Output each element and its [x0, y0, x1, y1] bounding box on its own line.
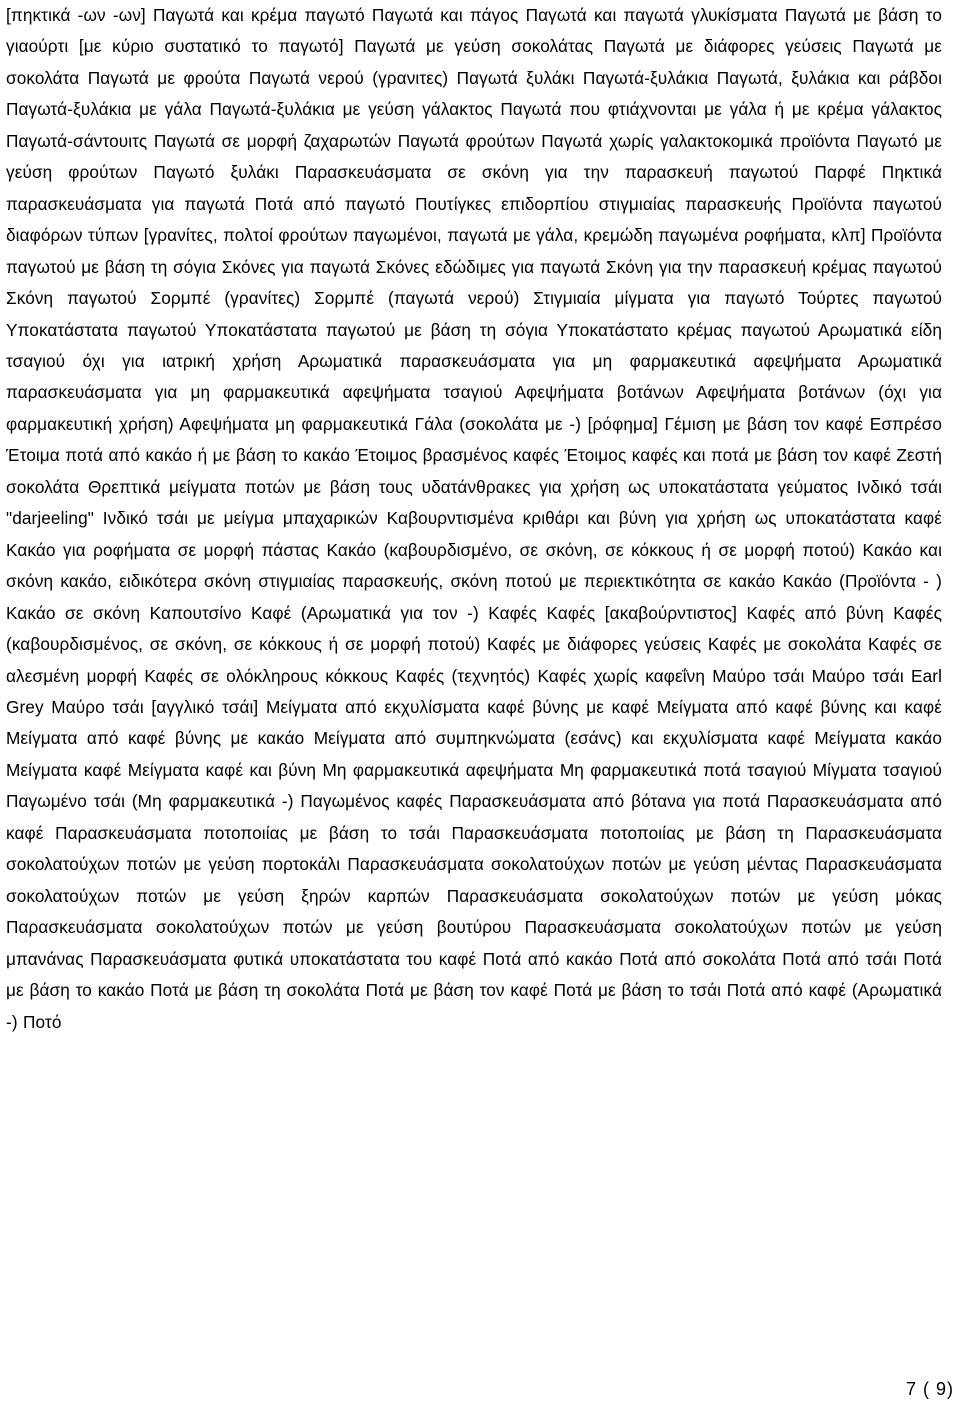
page-number: 7 ( 9) [905, 1379, 954, 1399]
goods-list-paragraph: [πηκτικά -ων -ων] Παγωτά και κρέμα παγωτό Παγωτά και πάγος Παγωτά και παγωτά γλυκίσματα Παγωτά με βάση το γιαούρτι [με κύριο συστατικό το παγωτό] Παγωτά με γεύση σοκολάτας Παγωτά με διάφορες γεύσεις Παγωτά με σοκολάτα Παγωτά με φρούτα Παγωτά νερού (γρανιτες) Παγωτά ξυλάκι Παγωτά-ξυλάκια Παγωτά, ξυλάκια και ράβδοι Παγωτά-ξυλάκια με γάλα Παγωτά-ξυλάκια με γεύση γάλακτος Παγωτά που φτιάχνονται με γάλα ή με κρέμα γάλακτος Παγωτά-σάντουιτς Παγωτά σε μορφή ζαχαρωτών Παγωτά φρούτων Παγωτά χωρίς γαλακτοκομικά προϊόντα Παγωτό με γεύση φρούτων Παγωτό ξυλάκι Παρασκευάσματα σε σκόνη για την παρασκευή παγωτού Παρφέ Πηκτικά παρασκευάσματα για παγωτά Ποτά από παγωτό Πουτίγκες επιδορπίου στιγμιαίας παρασκευής Προϊόντα παγωτού διαφόρων τύπων [γρανίτες, πολτοί φρούτων παγωμένοι, παγωτά με γάλα, κρεμώδη παγωμένα ροφήματα, κλπ] Προϊόντα παγωτού με βάση τη σόγια Σκόνες για παγωτά Σκόνες εδώδιμες για παγωτά Σκόνη για την παρασκευή κρέμας παγωτού Σκόνη παγωτού Σορμπέ (γρανίτες) Σορμπέ (παγωτά νερού) Στιγμιαία μίγματα για παγωτό Τούρτες παγωτού Υποκατάστατα παγωτού Υποκατάστατα παγωτού με βάση τη σόγια Υποκατάστατο κρέμας παγωτού Αρωματικά είδη τσαγιού όχι για ιατρική χρήση Αρωματικά παρασκευάσματα για μη φαρμακευτικά αφεψήματα Αρωματικά παρασκευάσματα για μη φαρμακευτικά αφεψήματα τσαγιού Αφεψήματα βοτάνων Αφεψήματα βοτάνων (όχι για φαρμακευτική χρήση) Αφεψήματα μη φαρμακευτικά Γάλα (σοκολάτα με -) [ρόφημα] Γέμιση με βάση τον καφέ Εσπρέσο Έτοιμα ποτά από κακάο ή με βάση το κακάο Έτοιμος βρασμένος καφές Έτοιμος καφές και ποτά με βάση τον καφέ Ζεστή σοκολάτα Θρεπτικά μείγματα ποτών με βάση τους υδατάνθρακες για χρήση ως υποκατάστατα γεύματος Ινδικό τσάι "darjeeling" Ινδικό τσάι με μείγμα μπαχαρικών Καβουρντισμένα κριθάρι και βύνη για χρήση ως υποκατάστατα καφέ Κακάο για ροφήματα σε μορφή πάστας Κακάο (καβουρδισμένο, σε σκόνη, σε κόκκους ή σε μορφή ποτού) Κακάο και σκόνη κακάο, ειδικότερα σκόνη στιγμιαίας παρασκευής, σκόνη ποτού με περιεκτικότητα σε κακάο Κακάο (Προϊόντα - ) Κακάο σε σκόνη Καπουτσίνο Καφέ (Αρωματικά για τον -) Καφές Καφές [ακαβούρντιστος] Καφές από βύνη Καφές (καβουρδισμένος, σε σκόνη, σε κόκκους ή σε μορφή ποτού) Καφές με διάφορες γεύσεις Καφές με σοκολάτα Καφές σε αλεσμένη μορφή Καφές σε ολόκληρους κόκκους Καφές (τεχνητός) Καφές χωρίς καφεΐνη Μαύρο τσάι Μαύρο τσάι Earl Grey Μαύρο τσάι [αγγλικό τσάι] Μείγματα από εκχυλίσματα καφέ βύνης με καφέ Μείγματα από καφέ βύνης και καφέ Μείγματα από καφέ βύνης με κακάο Μείγματα από συμπηκνώματα (εσάνς) και εκχυλίσματα καφέ Μείγματα κακάο Μείγματα καφέ Μείγματα καφέ και βύνη Μη φαρμακευτικά αφεψήματα Μη φαρμακευτικά ποτά τσαγιού Μίγματα τσαγιού Παγωμένο τσάι (Μη φαρμακευτικά -) Παγωμένος καφές Παρασκευάσματα από βότανα για ποτά Παρασκευάσματα από καφέ Παρασκευάσματα ποτοποιίας με βάση το τσάι Παρασκευάσματα ποτοποιίας με βάση τη Παρασκευάσματα σοκολατούχων ποτών με γεύση πορτοκάλι Παρασκευάσματα σοκολατούχων ποτών με γεύση μέντας Παρασκευάσματα σοκολατούχων ποτών με γεύση ξηρών καρπών Παρασκευάσματα σοκολατούχων ποτών με γεύση μόκας Παρασκευάσματα σοκολατούχων ποτών με γεύση βουτύρου Παρασκευάσματα σοκολατούχων ποτών με γεύση μπανάνας Παρασκευάσματα φυτικά υποκατάστατα του καφέ Ποτά από κακάο Ποτά από σοκολάτα Ποτά από τσάι Ποτά με βάση το κακάο Ποτά με βάση τη σοκολάτα Ποτά με βάση τον καφέ Ποτά με βάση το τσάι Ποτά από καφέ (Αρωματικά -) Ποτό [6, 5, 942, 1032]
